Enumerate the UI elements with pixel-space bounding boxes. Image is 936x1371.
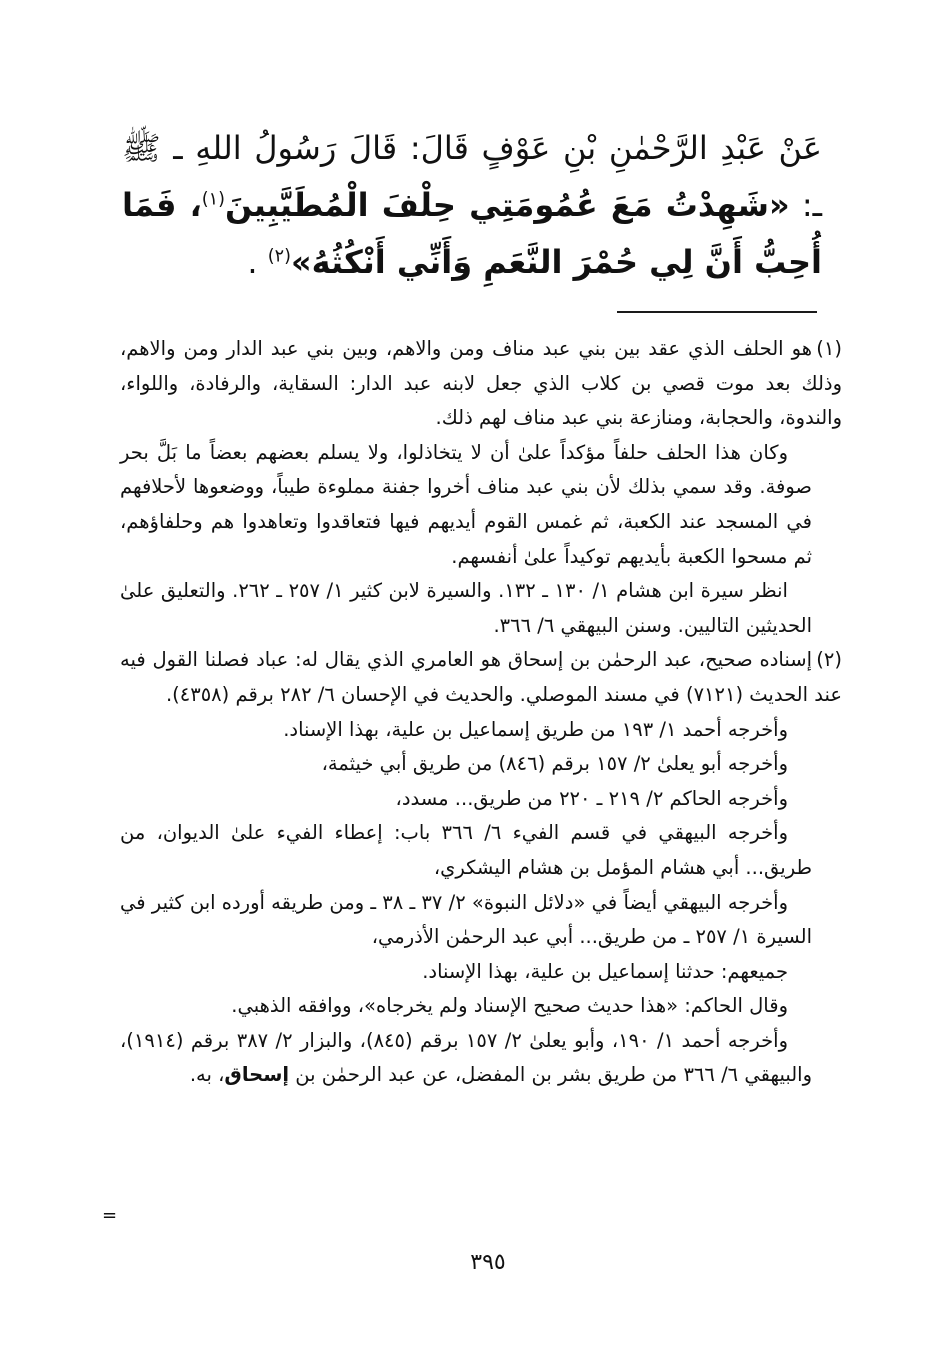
footnote-2-line-5: وأخرجه البيهقي أيضاً في «دلائل النبوة» ٢/ ٣٧ ـ ٣٨ ـ ومن طريقه أورده ابن كثير في السيرة ١/ ٢٥٧ ـ من طريق... أبي عبد الرحمٰن الأذرمي، — [120, 890, 812, 949]
footnote-1-para-3: انظر سيرة ابن هشام ١/ ١٣٠ ـ ١٣٢. والسيرة لابن كثير ١/ ٢٥٧ ـ ٢٦٢. والتعليق علىٰ الحديثين التاليين. وسنن البيهقي ٦/ ٣٦٦. — [120, 579, 812, 637]
footnote-2-line-8-bold: إسحاق — [224, 1063, 290, 1087]
footnote-2-line-2: وأخرجه أبو يعلىٰ ٢/ ١٥٧ برقم (٨٤٦) من طريق أبي خيثمة، — [321, 752, 788, 776]
footnote-2-para-1 — [120, 643, 842, 712]
footnote-2-line-1: وأخرجه أحمد ١/ ١٩٣ من طريق إسماعيل بن علية، بهذا الإسناد. — [283, 717, 788, 741]
footnote-2-line-4: وأخرجه البيهقي في قسم الفيء ٦/ ٣٦٦ باب: إعطاء الفيء علىٰ الديوان، من طريق... أبي هشام المؤمل بن هشام اليشكري، — [120, 821, 812, 879]
footnote-2-line-7: وقال الحاكم: «هذا حديث صحيح الإسناد ولم يخرجاه»، ووافقه الذهبي. — [231, 994, 788, 1018]
footnote-ref-2[interactable]: (٢) — [267, 246, 291, 267]
footnote-2-number: (٢) — [816, 648, 842, 672]
hadith-lead: عَنْ عَبْدِ الرَّحْمٰنِ بْنِ عَوْفٍ قَالَ: قَالَ رَسُولُ اللهِ ـ ﷺ ـ: — [122, 129, 823, 224]
footnote-2-line-8 — [120, 1024, 842, 1093]
footnote-2-line-8-end: ، به. — [189, 1063, 225, 1087]
page-number: ٣٩٥ — [470, 1250, 506, 1275]
footnote-1-para-1 — [120, 332, 842, 436]
footnote-2-line-8-text: وأخرجه أحمد ١/ ١٩٠، وأبو يعلىٰ ٢/ ١٥٧ برقم (٨٤٥)، والبزار ٢/ ٣٨٧ برقم (١٩١٤)، والبيهقي ٦/ ٣٦٦ من طريق بشر بن المفضل، عن عبد الرحمٰن بن — [120, 1028, 812, 1087]
hadith-quote-open: «شَهِدْتُ مَعَ عُمُومَتِي حِلْفَ الْمُطَيَّبِينَ — [224, 186, 790, 224]
footnotes — [120, 332, 842, 1093]
footnote-2-line-3: وأخرجه الحاكم ٢/ ٢١٩ ـ ٢٢٠ من طريق... مسدد، — [395, 786, 788, 810]
footnote-ref-1[interactable]: (١) — [201, 189, 225, 210]
footnote-2-text-1: إسناده صحيح، عبد الرحمٰن بن إسحاق هو العامري الذي يقال له: عباد فصلنا القول فيه عند الحديث (٧١٢١) في مسند الموصلي. والحديث في الإحسان ٦/ ٢٨٢ برقم (٤٣٥٨). — [120, 648, 842, 706]
hadith-text — [122, 120, 822, 291]
footnote-1 — [120, 332, 842, 643]
footnote-1-text-1: هو الحلف الذي عقد بين بني عبد مناف ومن والاهم، وبين بني عبد الدار ومن والاهم، وذلك بعد موت قصي بن كلاب الذي جعل لابنه عبد الدار: السقاية، والرفادة، واللواء، والندوة، والحجابة، ومنازعة بني عبد مناف لهم ذلك. — [120, 337, 842, 430]
footnote-2 — [120, 643, 842, 1093]
continuation-mark: = — [102, 1205, 118, 1226]
footnote-1-number: (١) — [816, 337, 842, 360]
footnote-1-para-2: وكان هذا الحلف حلفاً مؤكداً علىٰ أن لا يتخاذلوا، ولا يسلم بعضهم بعضاً ما بَلَّ بحر صوفة. وقد سمي بذلك لأن بني عبد مناف أخروا جفنة مملوءة طيباً، ووضعوها لأحلافهم في المسجد عند الكعبة، ثم غمس القوم أيديهم فيها فتعاقدوا وتعاهدوا هم وحلفاؤهم، ثم مسحوا الكعبة بأيديهم توكيداً علىٰ أنفسهم. — [120, 440, 812, 568]
hadith-quote-mid: ، فَمَا أُحِبُّ أَنَّ لِي حُمْرَ النَّعَمِ وَأَنِّي أَنْكُثُهُ» — [122, 186, 822, 281]
footnote-separator — [617, 311, 817, 313]
footnote-2-line-6: جميعهم: حدثنا إسماعيل بن علية، بهذا الإسناد. — [422, 959, 788, 983]
hadith-end: . — [247, 243, 268, 281]
